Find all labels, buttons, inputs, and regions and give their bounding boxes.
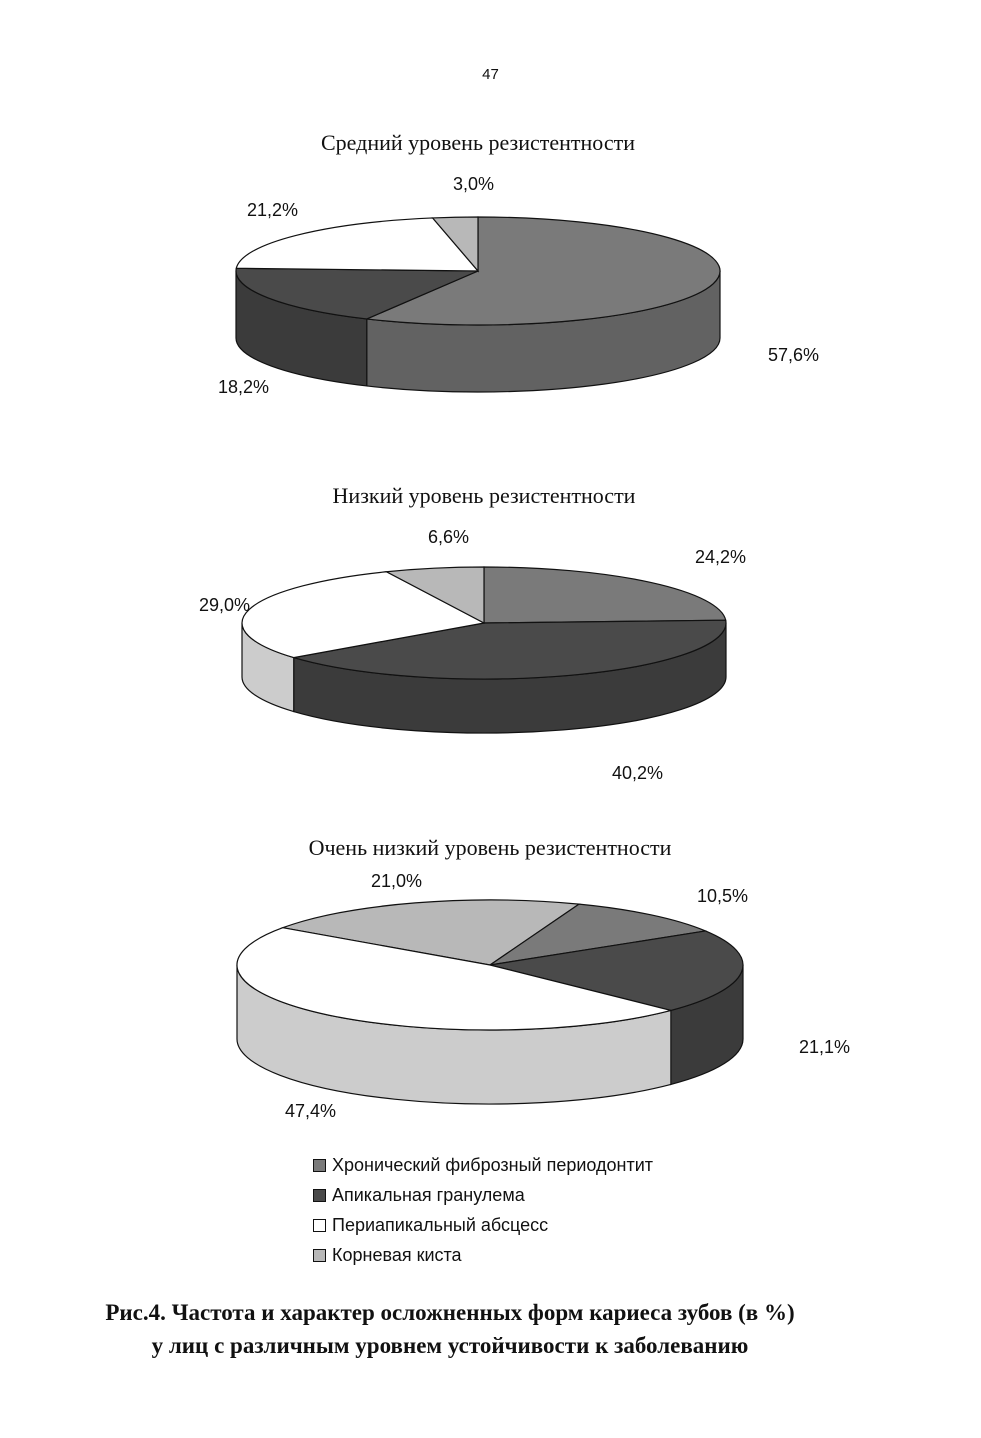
legend-swatch	[313, 1249, 326, 1262]
data-label: 6,6%	[428, 527, 470, 547]
data-label: 10,5%	[697, 886, 749, 906]
chart-title: Низкий уровень резистентности	[332, 483, 636, 508]
data-label: 3,0%	[453, 174, 495, 194]
caption-line-2: у лиц с различным уровнем устойчивости к заболеванию	[151, 1333, 749, 1358]
data-label: 21,1%	[799, 1037, 851, 1057]
chart-title: Средний уровень резистентности	[321, 130, 635, 155]
pie-chart	[199, 483, 746, 783]
legend-item	[313, 1210, 653, 1240]
legend-label: Апикальная гранулема	[332, 1184, 525, 1205]
legend-swatch	[313, 1189, 326, 1202]
data-label: 40,2%	[612, 763, 664, 783]
legend-swatch	[313, 1159, 326, 1172]
legend	[313, 1150, 653, 1270]
legend-item	[313, 1180, 653, 1210]
pie-slice	[484, 567, 726, 623]
data-label: 18,2%	[218, 377, 270, 397]
legend-label: Периапикальный абсцесс	[332, 1214, 549, 1235]
legend-label: Хронический фиброзный периодонтит	[332, 1154, 654, 1175]
caption-line-1: Рис.4. Частота и характер осложненных форм кариеса зубов (в %)	[105, 1300, 795, 1325]
page-number: 47	[482, 66, 499, 83]
data-label: 47,4%	[285, 1101, 337, 1121]
legend-item	[313, 1240, 653, 1270]
figure-caption	[0, 1296, 900, 1362]
data-label: 21,0%	[371, 871, 423, 891]
data-label: 21,2%	[247, 200, 299, 220]
legend-swatch	[313, 1219, 326, 1232]
pie-chart	[237, 835, 850, 1121]
data-label: 24,2%	[695, 547, 747, 567]
data-label: 29,0%	[199, 595, 251, 615]
legend-item	[313, 1150, 653, 1180]
pie-chart	[218, 130, 819, 397]
chart-title: Очень низкий уровень резистентности	[308, 835, 672, 860]
legend-label: Корневая киста	[332, 1244, 462, 1265]
data-label: 57,6%	[768, 345, 820, 365]
